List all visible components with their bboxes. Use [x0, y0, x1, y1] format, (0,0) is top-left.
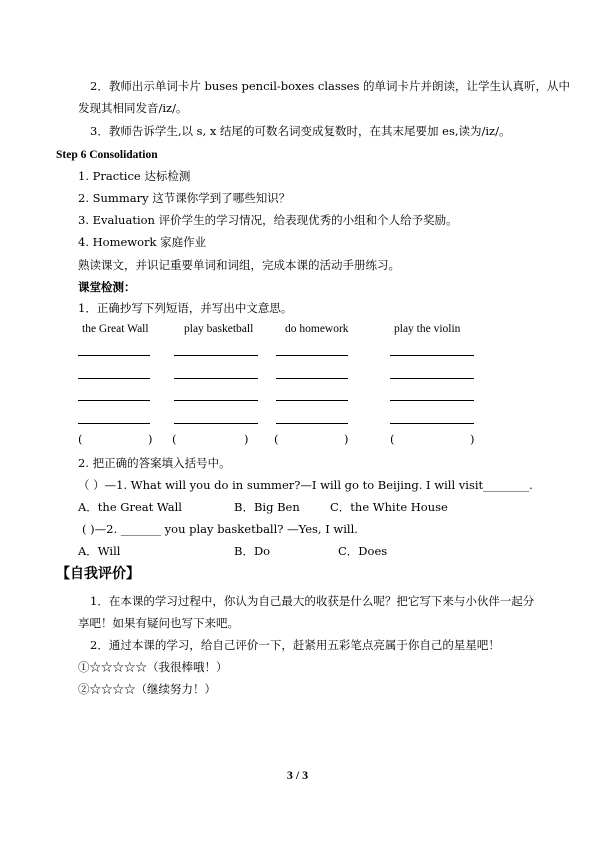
phrase-3: do homework	[285, 323, 349, 335]
paren-close: )	[244, 432, 249, 446]
paragraph-2: 2．教师出示单词卡片 buses pencil-boxes classes 的单词卡片并朗读，让学生认真听，从中	[90, 79, 571, 93]
paren-open: (	[78, 432, 83, 446]
q2-2-option-b: B．Do	[234, 544, 271, 558]
phrase-1: the Great Wall	[82, 323, 149, 335]
blank-line[interactable]	[390, 400, 474, 401]
blank-line[interactable]	[174, 378, 258, 379]
page-number: 3 / 3	[286, 768, 309, 782]
step-item-1: 1. Practice 达标检测	[78, 169, 191, 183]
homework-text: 熟读课文，并识记重要单词和词组，完成本课的活动手册练习。	[78, 258, 400, 272]
step-item-3: 3. Evaluation 评价学生的学习情况，给表现优秀的小组和个人给予奖励。	[78, 213, 458, 227]
paren-open: (	[390, 432, 395, 446]
paren-close: )	[148, 432, 153, 446]
blank-line[interactable]	[276, 423, 348, 424]
phrase-4: play the violin	[394, 323, 461, 335]
blank-line[interactable]	[174, 355, 258, 356]
self-eval-1: 1．在本课的学习过程中，你认为自己最大的收获是什么呢？把它写下来与小伙伴一起分	[90, 594, 535, 608]
question-2-1: （ ）—1. What will you do in summer?—I will go to Beijing. I will visit________.	[78, 478, 533, 492]
phrase-2: play basketball	[184, 323, 254, 335]
blank-line[interactable]	[390, 378, 474, 379]
blank-line[interactable]	[390, 355, 474, 356]
step-item-4: 4. Homework 家庭作业	[78, 235, 207, 249]
blank-line[interactable]	[390, 423, 474, 424]
self-eval-1-cont: 享吧！如果有疑问也写下来吧。	[78, 616, 239, 630]
paren-open: (	[274, 432, 279, 446]
q2-1-option-b: B．Big Ben	[234, 500, 300, 514]
paragraph-3: 3．教师告诉学生,以 s, x 结尾的可数名词变成复数时，在其末尾要加 es,读为/iz/。	[90, 124, 511, 138]
q2-2-option-c: C．Does	[338, 544, 388, 558]
q2-2-option-a: A．Will	[78, 544, 121, 558]
paren-close: )	[470, 432, 475, 446]
self-evaluation-heading: 【自我评价】	[56, 566, 140, 582]
question-1: 1．正确抄写下列短语，并写出中文意思。	[78, 301, 293, 315]
blank-line[interactable]	[276, 378, 348, 379]
paren-open: (	[172, 432, 177, 446]
step6-heading: Step 6 Consolidation	[56, 149, 158, 161]
blank-line[interactable]	[78, 423, 150, 424]
star-rating-1: ①☆☆☆☆☆（我很棒哦！）	[78, 660, 228, 674]
paren-close: )	[344, 432, 349, 446]
q2-1-option-c: C．the White House	[330, 500, 448, 514]
question-2-2: ( )—2. _______ you play basketball? —Yes, I will.	[82, 522, 358, 536]
self-eval-2: 2．通过本课的学习，给自己评价一下，赶紧用五彩笔点亮属于你自己的星星吧！	[90, 638, 500, 652]
question-2: 2. 把正确的答案填入括号中。	[78, 456, 231, 470]
star-rating-2: ②☆☆☆☆（继续努力！）	[78, 682, 216, 696]
quiz-title: 课堂检测：	[78, 280, 136, 294]
paragraph-2-cont: 发现其相同发音/iz/。	[78, 101, 188, 115]
step-item-2: 2. Summary 这节课你学到了哪些知识？	[78, 191, 291, 205]
blank-line[interactable]	[78, 355, 150, 356]
blank-line[interactable]	[174, 423, 258, 424]
blank-line[interactable]	[276, 355, 348, 356]
blank-line[interactable]	[174, 400, 258, 401]
blank-line[interactable]	[276, 400, 348, 401]
q2-1-option-a: A．the Great Wall	[78, 500, 182, 514]
blank-line[interactable]	[78, 378, 150, 379]
blank-line[interactable]	[78, 400, 150, 401]
